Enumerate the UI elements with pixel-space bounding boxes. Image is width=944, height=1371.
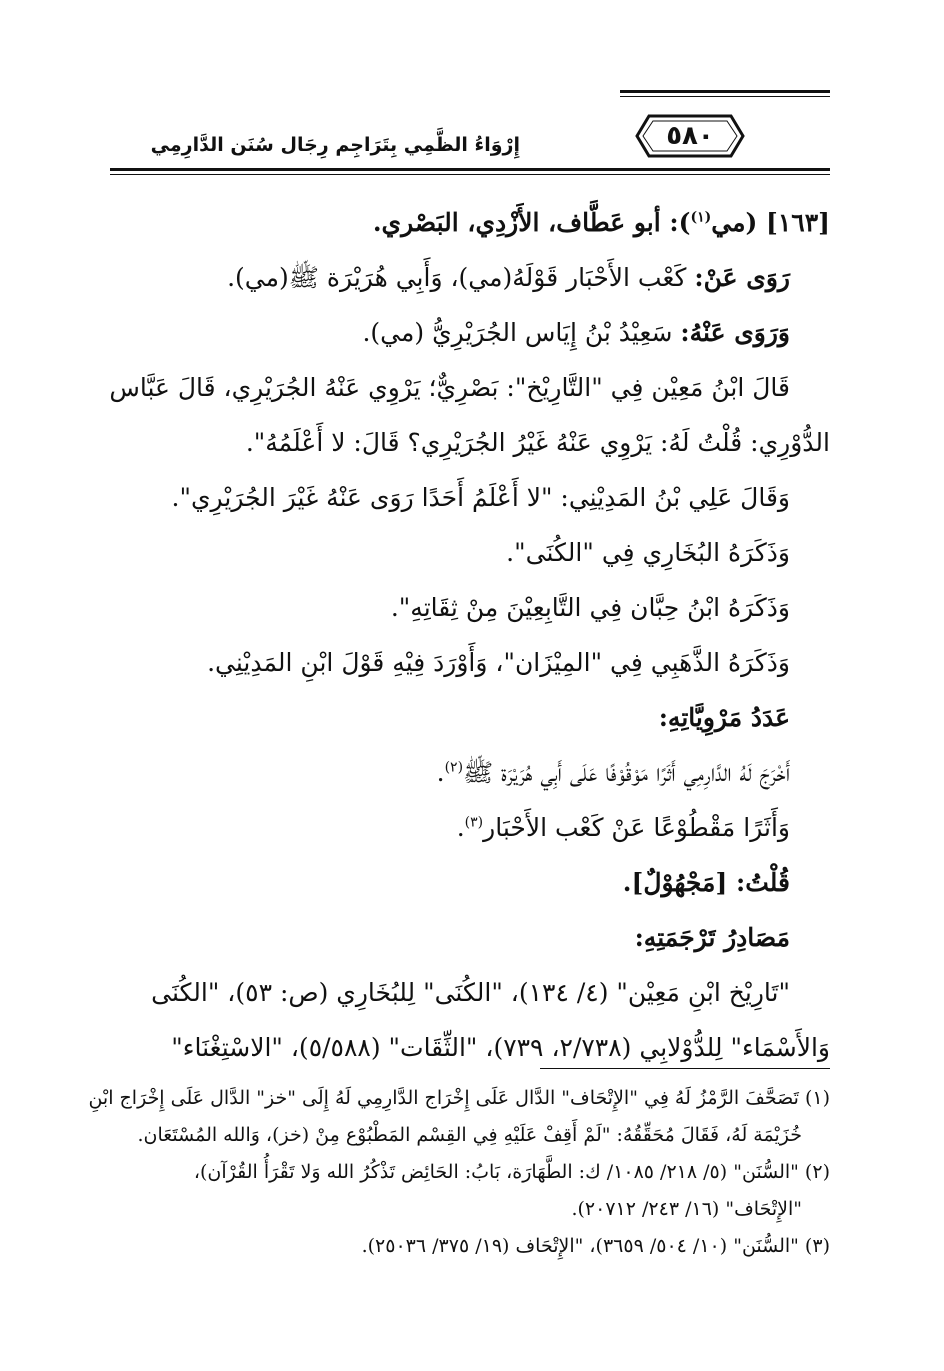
header-rule-top-thin [620,96,830,97]
athar-1-text: أَخْرَجَ لَهُ الدَّارِمِي أَثَرًا مَوْقُوْفًا عَلَى أَبِي هُرَيْرَة ﷺ [463,758,790,787]
verdict-label: قُلْتُ: [735,868,790,897]
page-header [110,90,830,180]
narrated-from-line [110,250,830,305]
narrated-from-text: كَعْب الأَحْبَار قَوْلَهُ(مي)، وَأَبِي هُرَيْرَة ﷺ(مي). [227,263,695,292]
narrated-by-text: سَعِيْدُ بْنُ إِيَاس الجُرَيْرِيُّ (مي). [362,318,681,347]
footnote-marker-1: (١) [690,209,712,226]
footnote-divider [540,1068,830,1069]
entry-number: [١٦٣] [766,208,830,237]
entry-code: (مي [711,208,758,237]
paragraph-line: الدُّوْرِي: قُلْتُ لَهُ: يَرْوِي عَنْهُ غَيْرُ الجُرَيْرِي؟ قَالَ: لا أَعْلَمُهُ". [245,428,830,457]
athar-2-end: . [456,813,465,842]
header-rule-bottom-thin [110,174,830,175]
footnote-line: (٣) "السُّنَن" (١٠/ ٥٠٤/ ٣٦٥٩)، "الإِتْحَاف (١٩/ ٣٧٥/ ٢٥٠٣٦). [361,1235,830,1257]
footnote-marker-2: (٢) [444,759,464,776]
footnote-line: خُزَيْمَة لَهُ، فَقَالَ مُحَقِّقُهُ: "لَمْ أَقِفْ عَلَيْهِ فِي القِسْم المَطْبُوْع مِنْ (خز)، وَالله المُسْتَعَان. [137,1124,802,1146]
paragraph-line: قَالَ ابْنُ مَعِيْن فِي "التَّارِيْخ": بَصْرِيٌّ؛ يَرْوِي عَنْهُ الجُرَيْرِي، قَالَ عَبَّاس [109,373,790,402]
athar-2-text: وَأَثَرًا مَقْطُوْعًا عَنْ كَعْب الأَحْبَار [483,813,790,842]
entry-name: ): أبو عَطَّاف، الأَزْدِي، البَصْري. [372,208,691,237]
header-rule-bottom [110,168,830,171]
paragraph-line: وَالأَسْمَاء" لِلدُّوْلابِي (٢/٧٣٨، ٧٣٩)، "الثِّقَات" (٥/٥٨٨)، "الاسْتِغْنَاء" [171,1033,830,1062]
footnote-line: (٢) "السُّنَن" (٥/ ٢١٨/ ١٠٨٥/ ك: الطَّهَارَة، بَابُ: الحَائِض تَذْكُرُ الله وَلا تَقْرَأُ القُرْآن)، [193,1161,830,1183]
section-heading-sources: مَصَادِرُ تَرْجَمَتِهِ: [634,923,790,952]
paragraph-line: "تَارِيْخ ابْنِ مَعِيْن" (٤/ ١٣٤)، "الكُنَى" لِلبُخَارِي (ص: ٥٣)، "الكُنَى [151,978,790,1007]
footnote-line: (١) تَصَحَّفَ الرَّمْزُ لَهُ فِي "الإِتْحَاف" الدَّال عَلَى إِخْرَاج الدَّارِمِي لَهُ إِلَى "خز" الدَّال عَلَى إِخْرَاج ابْنِ [88,1087,830,1109]
verdict-text: [مَجْهُوْلٌ]. [622,868,736,897]
paragraph-line [110,800,830,855]
paragraph-line [110,745,830,800]
athar-1-end: . [436,758,445,787]
header-rule-top [620,90,830,93]
narrated-by-line [110,305,830,360]
narrated-by-label: وَرَوَى عَنْهُ: [680,318,790,347]
page-number: ٥٨٠ [666,121,714,151]
entry-heading [110,195,830,250]
narrated-from-label: رَوَى عَنْ: [694,263,790,292]
footnote-line: "الإِتْحَاف" (١٦/ ٢٤٣/ ٢٠٧١٢). [571,1198,802,1220]
main-text [110,195,830,1075]
footnotes [88,1080,830,1265]
paragraph-line: وَذَكَرَهُ ابْنُ حِبَّان فِي التَّابِعِيْنَ مِنْ ثِقَاتِهِ". [390,593,790,622]
footnote-marker-3: (٣) [464,814,484,831]
running-title: إِرْوَاءُ الظَّمِي بِتَرَاجِم رِجَال سُنَن الدَّارِمِي [150,134,520,156]
verdict-line [110,855,830,910]
paragraph-line: وَقَالَ عَلِي بْنُ المَدِيْنِي: "لا أَعْلَمُ أَحَدًا رَوَى عَنْهُ غَيْرَ الجُرَيْرِي". [171,483,790,512]
paragraph-line: وَذَكَرَهُ الذَّهَبِي فِي "المِيْزَان"، وَأَوْرَدَ فِيْهِ قَوْلَ ابْنِ المَدِيْنِي. [207,648,790,677]
section-heading-count: عَدَدُ مَرْوِيَّاتِهِ: [658,703,790,732]
page-number-frame [635,112,745,160]
paragraph-line: وَذَكَرَهُ البُخَارِي فِي "الكُنَى". [506,538,790,567]
